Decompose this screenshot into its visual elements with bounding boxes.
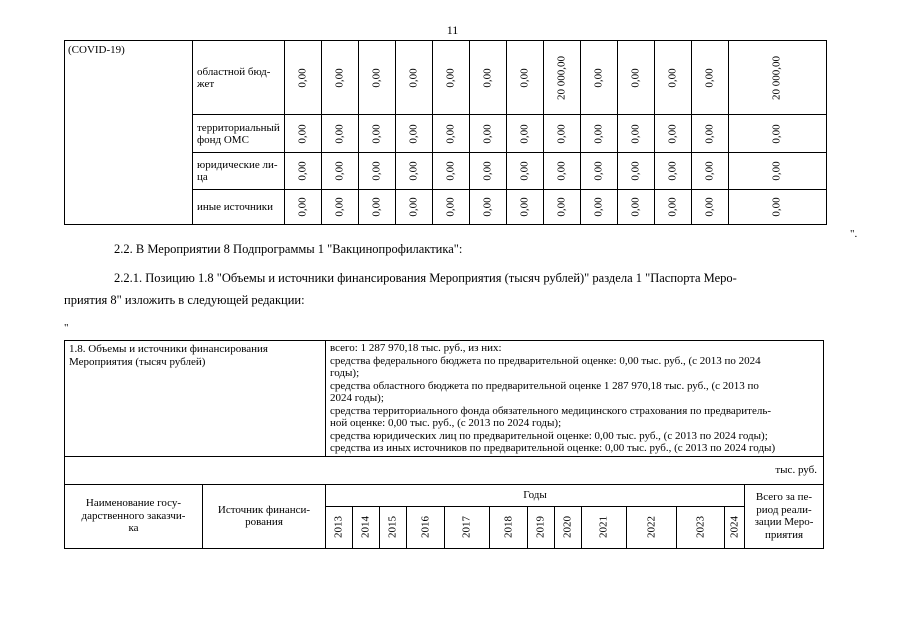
value-text: 0,00	[703, 123, 716, 144]
value-text: 0,00	[481, 123, 494, 144]
header-total-line: риод реали-	[756, 503, 812, 516]
year-header	[326, 506, 353, 548]
total-text: 0,00	[770, 161, 783, 181]
value-text: 0,00	[407, 67, 420, 88]
value-text: 0,00	[444, 161, 457, 181]
value-text: 0,00	[666, 123, 679, 144]
source-cell	[193, 115, 285, 153]
value-cell	[469, 115, 506, 153]
customer-cell: (COVID-19)	[65, 41, 193, 225]
value-cell	[617, 153, 654, 190]
value-cell	[395, 190, 432, 225]
value-text: 0,00	[481, 197, 494, 217]
value-text: 0,00	[333, 161, 346, 181]
paragraph-2-2: 2.2. В Мероприятии 8 Подпрограммы 1 "Вакцинопрофилактика":	[114, 242, 463, 256]
value-text: 0,00	[666, 161, 679, 181]
value-cell	[506, 41, 543, 115]
value-cell	[543, 115, 580, 153]
value-cell	[284, 41, 321, 115]
source-cell	[193, 153, 285, 190]
year-text: 2020	[561, 516, 574, 538]
value-text: 0,00	[333, 197, 346, 217]
value-cell	[506, 153, 543, 190]
header-customer	[65, 484, 203, 548]
value-text: 0,00	[592, 161, 605, 181]
year-text: 2019	[534, 516, 547, 538]
header-total	[745, 484, 824, 548]
total-cell	[728, 41, 826, 115]
value-cell	[395, 115, 432, 153]
value-text: 0,00	[407, 161, 420, 181]
value-cell	[395, 41, 432, 115]
year-header	[677, 506, 725, 548]
value-cell	[691, 190, 728, 225]
header-total-line: Всего за пе-	[755, 491, 813, 503]
year-text: 2014	[359, 516, 372, 538]
value-text: 0,00	[481, 161, 494, 181]
financing-description-cell	[326, 341, 824, 457]
total-text: 20 000,00	[770, 55, 783, 100]
value-text: 0,00	[629, 123, 642, 144]
value-cell	[284, 115, 321, 153]
value-text: 0,00	[518, 123, 531, 144]
value-cell	[284, 153, 321, 190]
value-cell	[543, 153, 580, 190]
value-cell	[580, 41, 617, 115]
value-cell	[321, 115, 358, 153]
financing-description-line: годы);	[330, 367, 360, 379]
value-text: 0,00	[592, 123, 605, 144]
paragraph-2-2-1-line2: приятия 8" изложить в следующей редакции:	[64, 293, 305, 307]
value-text: 0,00	[703, 161, 716, 181]
year-header	[555, 506, 582, 548]
value-text: 0,00	[481, 67, 494, 88]
value-text: 0,00	[333, 67, 346, 88]
value-text: 0,00	[296, 161, 309, 181]
value-cell	[654, 190, 691, 225]
financing-description-line: ной оценке: 0,00 тыс. руб., (с 2013 по 2024 годы);	[330, 417, 562, 429]
paragraph-2-2-1-line1: 2.2.1. Позицию 1.8 "Объемы и источники финансирования Мероприятия (тысяч рублей)" раздела 1 "Паспорта Меро-	[114, 271, 737, 285]
value-cell	[321, 153, 358, 190]
value-cell	[469, 190, 506, 225]
value-cell	[654, 153, 691, 190]
header-source	[203, 484, 326, 548]
source-cell	[193, 41, 285, 115]
value-cell	[543, 190, 580, 225]
value-text: 0,00	[407, 123, 420, 144]
units-label: тыс. руб.	[65, 456, 824, 484]
value-cell	[580, 115, 617, 153]
header-total-line: приятия	[764, 528, 804, 541]
value-cell	[617, 190, 654, 225]
value-cell	[358, 153, 395, 190]
value-text: 0,00	[518, 161, 531, 181]
source-cell	[193, 190, 285, 225]
financing-label-cell	[65, 341, 326, 457]
value-text: 0,00	[629, 161, 642, 181]
value-cell	[432, 115, 469, 153]
source-line: территориальный	[197, 121, 280, 134]
value-text: 0,00	[296, 67, 309, 88]
value-cell	[654, 115, 691, 153]
source-line: фонд ОМС	[197, 133, 249, 146]
year-text: 2016	[419, 516, 431, 538]
value-cell	[654, 41, 691, 115]
header-customer-line: ка	[128, 522, 139, 535]
total-text: 0,00	[770, 197, 783, 217]
value-text: 0,00	[555, 161, 568, 181]
header-years: Годы	[326, 484, 745, 506]
total-cell	[728, 190, 826, 225]
value-text: 0,00	[407, 197, 420, 217]
financing-table-continued	[64, 40, 827, 225]
header-customer-line: дарственного заказчи-	[81, 509, 186, 522]
financing-description-line: средства юридических лиц по предварительной оценке: 0,00 тыс. руб., (с 2013 по 2024 годы);	[330, 429, 768, 442]
value-text: 20 000,00	[555, 55, 568, 100]
value-cell	[691, 41, 728, 115]
value-cell	[469, 41, 506, 115]
financing-description-line: средства территориального фонда обязательного медицинского страхования по предваритель-	[330, 404, 772, 417]
year-text: 2013	[332, 516, 345, 538]
source-line: областной бюд-	[197, 65, 271, 78]
value-cell	[284, 190, 321, 225]
value-text: 0,00	[629, 67, 642, 88]
value-text: 0,00	[666, 197, 679, 217]
value-cell	[321, 41, 358, 115]
total-text: 0,00	[770, 123, 783, 144]
value-cell	[432, 153, 469, 190]
value-cell	[432, 41, 469, 115]
value-cell	[543, 41, 580, 115]
financing-description-line: средства федерального бюджета по предварительной оценке: 0,00 тыс. руб., (с 2013 по 2024	[330, 354, 761, 367]
year-text: 2015	[386, 516, 399, 538]
financing-description-line: 2024 годы);	[330, 392, 384, 404]
year-header	[528, 506, 555, 548]
financing-description-line: средства областного бюджета по предварительной оценке 1 287 970,18 тыс. руб., (с 2013 по	[330, 379, 759, 392]
value-cell	[395, 153, 432, 190]
value-text: 0,00	[666, 67, 679, 88]
value-cell	[506, 115, 543, 153]
value-text: 0,00	[296, 197, 309, 217]
opening-quote: "	[64, 322, 69, 334]
financing-description-line: всего: 1 287 970,18 тыс. руб., из них:	[330, 342, 502, 354]
value-text: 0,00	[444, 67, 457, 88]
value-text: 0,00	[518, 197, 531, 217]
value-cell	[580, 153, 617, 190]
source-line: жет	[197, 77, 215, 90]
page-number: 11	[446, 23, 459, 37]
financing-label-line: Мероприятия (тысяч рублей)	[69, 355, 206, 368]
year-header	[445, 506, 490, 548]
value-text: 0,00	[629, 197, 642, 217]
year-header	[407, 506, 445, 548]
value-text: 0,00	[333, 123, 346, 144]
value-text: 0,00	[592, 67, 605, 88]
year-header	[627, 506, 677, 548]
value-cell	[617, 115, 654, 153]
value-text: 0,00	[370, 123, 383, 144]
value-cell	[432, 190, 469, 225]
value-text: 0,00	[444, 123, 457, 144]
value-cell	[358, 41, 395, 115]
year-header	[353, 506, 380, 548]
value-cell	[358, 115, 395, 153]
header-customer-line: Наименование госу-	[85, 497, 182, 510]
total-cell	[728, 153, 826, 190]
year-text: 2017	[460, 516, 473, 538]
financing-label-line: 1.8. Объемы и источники финансирования	[69, 343, 268, 355]
value-cell	[617, 41, 654, 115]
year-text: 2018	[502, 516, 514, 538]
source-line: юридические ли-	[197, 159, 278, 171]
value-text: 0,00	[444, 197, 457, 217]
year-text: 2024	[728, 516, 740, 538]
header-source-line: Источник финанси-	[217, 503, 311, 516]
year-header	[582, 506, 627, 548]
year-header	[725, 506, 745, 548]
source-line: ца	[197, 171, 208, 183]
value-text: 0,00	[370, 197, 383, 217]
year-header	[380, 506, 407, 548]
value-text: 0,00	[370, 161, 383, 181]
value-cell	[469, 153, 506, 190]
year-text: 2023	[694, 516, 706, 538]
value-text: 0,00	[555, 123, 568, 144]
year-header	[490, 506, 528, 548]
header-source-line: рования	[245, 516, 283, 528]
value-text: 0,00	[555, 197, 568, 217]
value-text: 0,00	[703, 197, 716, 217]
financing-description-line: средства из иных источников по предварительной оценке: 0,00 тыс. руб., (с 2013 по 2024 годы)	[330, 442, 776, 454]
value-cell	[580, 190, 617, 225]
value-cell	[691, 153, 728, 190]
source-line: иные источники	[197, 201, 273, 213]
value-text: 0,00	[296, 123, 309, 144]
value-text: 0,00	[370, 67, 383, 88]
value-cell	[358, 190, 395, 225]
passport-table	[64, 340, 824, 549]
financing-row	[65, 41, 827, 115]
year-text: 2022	[645, 516, 657, 538]
value-cell	[506, 190, 543, 225]
closing-quote: ".	[850, 228, 858, 240]
year-text: 2021	[597, 516, 610, 538]
value-cell	[321, 190, 358, 225]
value-text: 0,00	[703, 67, 716, 88]
value-cell	[691, 115, 728, 153]
header-total-line: зации Меро-	[754, 516, 814, 528]
value-text: 0,00	[518, 67, 531, 88]
total-cell	[728, 115, 826, 153]
value-text: 0,00	[592, 197, 605, 217]
